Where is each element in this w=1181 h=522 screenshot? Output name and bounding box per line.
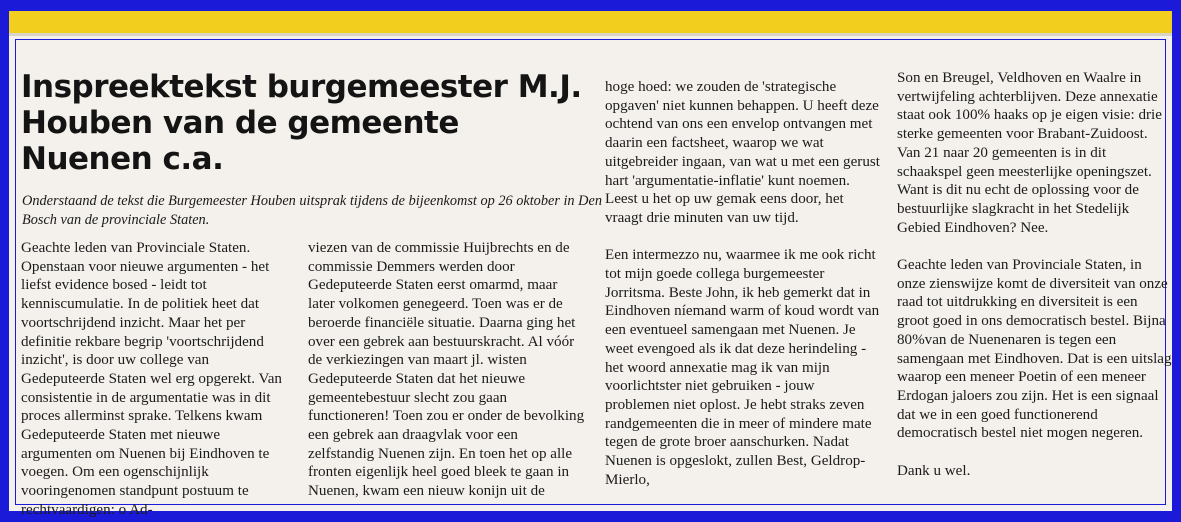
article-intro: Onderstaand de tekst die Burgemeester Houben uitsprak tijdens de bijeenkomst op 26 oktober in Den Bosch van de provinciale Staten. (22, 193, 602, 228)
article-headline: Inspreektekst burgemeester M.J. Houben van de gemeente Nuenen c.a. (21, 69, 582, 177)
column-3-paragraph-2: Een intermezzo nu, waarmee ik me ook richt tot mijn goede collega burgemeester Jorritsma. Beste John, ik heb gemerkt dat in Eindhoven níemand warm of koud wordt van een eventueel samengaan met Nuenen. Je weet evengoed als ik dat deze herindeling - het woord annexatie mag ik van mijn voorlichtster niet gebruiken - jouw problemen niet oplost. Je hebt straks zeven randgemeenten die in meer of mindere mate tegen de grote broer aanschurken. Nadat Nuenen is opgeslokt, zullen Best, Geldrop-Mierlo, (605, 247, 880, 488)
column-4-paragraph-2: Geachte leden van Provinciale Staten, in onze zienswijze komt de diversiteit van onze raad tot uitdrukking en diversiteit is een groot goed in ons democratisch bestel. Bijna 80%van de Nuenenaren is tegen een samengaan met Eindhoven. Dat is een uitslag waarop een meneer Poetin of een meneer Erdogan jaloers zou zijn. Het is een signaal dat we in een goed functionerend democratisch bestel niet mogen negeren. (897, 257, 1172, 442)
column-2-text: viezen van de commissie Huijbrechts en de commissie Demmers werden door Gedeputeerde Staten eerst omarmd, maar later volkomen genegeerd. Toen was er de beroerde financiële situatie. Daarna ging het over een gebrek aan bestuurskracht. Al vóór de verkiezingen van maart jl. wisten Gedeputeerde Staten dat het nieuwe gemeentebestuur slecht zou gaan functioneren! Toen zou er onder de bevolking een gebrek aan draagvlak voor een zelfstandig Nuenen zijn. En toen het op alle fronten eigenlijk heel goed bleek te gaan in Nuenen, kwam een nieuw konijn uit de (308, 240, 585, 500)
paper-edge (9, 33, 1172, 36)
column-3 (605, 78, 881, 489)
column-3-paragraph-1: hoge hoed: we zouden de 'strategische opgaven' niet kunnen behappen. U heeft deze ochtend van ons een envelop ontvangen met daarin een factsheet, waarop we wat uitgebreider ingaan, van wat u met een gerust hart 'argumentatie-inflatie' kunt noemen. Leest u het op uw gemak eens door, het vraagt drie minuten van uw tijd. (605, 79, 880, 226)
newspaper-clipping (9, 11, 1172, 518)
column-1 (21, 239, 293, 520)
yellow-top-stripe (9, 11, 1172, 33)
column-4 (897, 69, 1173, 480)
column-4-closing: Dank u wel. (897, 462, 971, 479)
column-4-paragraph-1: Son en Breugel, Veldhoven en Waalre in vertwijfeling achterblijven. Deze annexatie staat ook 100% haaks op je eigen visie: drie sterke gemeenten voor Brabant-Zuidoost. Van 21 naar 20 gemeenten is in dit schaakspel geen meesterlijke openingszet. Want is dit nu echt de oplossing voor de bestuurlijke slagkracht in het Stedelijk Gebied Eindhoven? Nee. (897, 70, 1162, 236)
column-2 (308, 239, 587, 501)
column-1-text: Geachte leden van Provinciale Staten. Openstaan voor nieuwe argumenten - het liefst evidence bosed - leidt tot kenniscumulatie. In de politiek heet dat voortschrijdend inzicht. Maar het per definitie rekbare begrip 'voortschrijdend inzicht', is door uw college van Gedeputeerde Staten wel erg opgerekt. Van consistentie in de argumentatie was in dit proces allerminst sprake. Telkens kwam Gedeputeerde Staten met nieuwe argumenten om Nuenen bij Eindhoven te voegen. Om een ogenschijnlijk vooringenomen standpunt postuum te rechtvaardigen: o Ad- (21, 240, 282, 518)
